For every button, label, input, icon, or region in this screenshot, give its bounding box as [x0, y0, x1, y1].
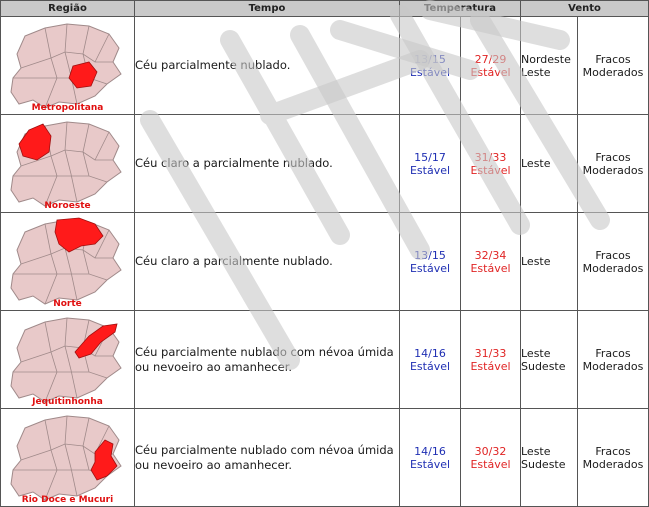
region-cell — [1, 409, 135, 507]
wind-intensity-cell — [578, 311, 649, 409]
tempo-cell: Céu parcialmente nublado com névoa úmida ou nevoeiro ao amanhecer. — [135, 311, 400, 409]
wind-direction-cell — [521, 409, 578, 507]
wind-direction-cell — [521, 311, 578, 409]
wind-direction-1: Leste — [521, 444, 551, 458]
temp-min-trend: Estável — [409, 65, 451, 79]
tempo-cell: Céu parcialmente nublado com névoa úmida ou nevoeiro ao amanhecer. — [135, 409, 400, 507]
temp-min-trend: Estável — [409, 261, 451, 275]
wind-direction-1: Leste — [521, 255, 551, 268]
wind-intensity-2: Moderados — [582, 359, 644, 373]
wind-direction-cell — [521, 115, 578, 213]
wind-intensity-2: Moderados — [582, 457, 644, 471]
temp-max-trend: Estável — [470, 65, 511, 79]
region-cell — [1, 213, 135, 311]
wind-intensity-1: Fracos — [595, 52, 631, 66]
region-map — [5, 312, 131, 408]
temp-max-trend: Estável — [470, 261, 511, 275]
wind-intensity-cell — [578, 213, 649, 311]
wind-direction-2: Leste — [521, 65, 551, 79]
temp-min-value: 15/17 — [414, 150, 446, 164]
temp-min-cell — [400, 115, 461, 213]
temp-max-trend: Estável — [470, 163, 511, 177]
temp-min-cell — [400, 311, 461, 409]
temp-max-trend: Estável — [470, 457, 511, 471]
minas-gerais-map-icon — [5, 312, 131, 408]
temp-max-value: 31/33 — [474, 150, 507, 164]
wind-intensity-2: Moderados — [582, 261, 644, 275]
wind-intensity-1: Fracos — [595, 346, 631, 360]
temp-max-cell — [461, 115, 521, 213]
wind-direction-2: Sudeste — [521, 457, 566, 471]
region-cell — [1, 115, 135, 213]
region-map — [5, 214, 131, 310]
tempo-cell: Céu claro a parcialmente nublado. — [135, 115, 400, 213]
temp-min-cell — [400, 17, 461, 115]
header-tempo: Tempo — [135, 1, 400, 17]
wind-direction-2: Sudeste — [521, 359, 566, 373]
temp-min-value: 14/16 — [414, 346, 446, 360]
wind-intensity-2: Moderados — [582, 163, 644, 177]
temp-max-value: 27/29 — [474, 52, 507, 66]
table-row — [1, 311, 649, 409]
table-row — [1, 115, 649, 213]
temp-max-cell — [461, 17, 521, 115]
temp-min-value: 14/16 — [414, 444, 446, 458]
wind-direction-1: Nordeste — [521, 52, 571, 66]
tempo-cell: Céu parcialmente nublado. — [135, 17, 400, 115]
region-name: Metropolitana — [31, 102, 104, 113]
region-name: Norte — [53, 298, 82, 309]
table-row — [1, 409, 649, 507]
wind-intensity-1: Fracos — [595, 248, 631, 262]
temp-min-cell — [400, 409, 461, 507]
wind-direction-1: Leste — [521, 346, 551, 360]
temp-min-trend: Estável — [409, 163, 451, 177]
wind-direction-cell — [521, 213, 578, 311]
region-name: Noroeste — [44, 200, 91, 211]
header-temperatura: Temperatura — [400, 1, 521, 17]
region-cell — [1, 17, 135, 115]
wind-intensity-cell — [578, 17, 649, 115]
region-name: Jequitinhonha — [32, 396, 103, 407]
temp-min-value: 13/15 — [414, 248, 446, 262]
header-regiao: Região — [1, 1, 135, 17]
tempo-cell: Céu claro a parcialmente nublado. — [135, 213, 400, 311]
temp-min-value: 13/15 — [414, 52, 446, 66]
table-row — [1, 213, 649, 311]
temp-min-cell — [400, 213, 461, 311]
temp-max-trend: Estável — [470, 359, 511, 373]
wind-intensity-cell — [578, 115, 649, 213]
region-map — [5, 18, 131, 114]
temp-max-cell — [461, 213, 521, 311]
temp-max-value: 32/34 — [474, 248, 507, 262]
temp-min-trend: Estável — [409, 457, 451, 471]
temp-max-cell — [461, 311, 521, 409]
wind-intensity-1: Fracos — [595, 150, 631, 164]
region-map — [5, 116, 131, 212]
minas-gerais-map-icon — [5, 410, 131, 506]
wind-direction-cell — [521, 17, 578, 115]
table-row — [1, 17, 649, 115]
temp-min-trend: Estável — [409, 359, 451, 373]
wind-intensity-1: Fracos — [595, 444, 631, 458]
region-cell — [1, 311, 135, 409]
header-row — [1, 1, 649, 17]
region-map — [5, 410, 131, 506]
temp-max-value: 31/33 — [474, 346, 507, 360]
minas-gerais-map-icon — [5, 116, 131, 212]
temp-max-value: 30/32 — [474, 444, 507, 458]
temp-max-cell — [461, 409, 521, 507]
wind-intensity-2: Moderados — [582, 65, 644, 79]
wind-intensity-cell — [578, 409, 649, 507]
header-vento: Vento — [521, 1, 649, 17]
region-name: Rio Doce e Mucuri — [21, 494, 114, 505]
minas-gerais-map-icon — [5, 214, 131, 310]
wind-direction-1: Leste — [521, 157, 551, 170]
minas-gerais-map-icon — [5, 18, 131, 114]
